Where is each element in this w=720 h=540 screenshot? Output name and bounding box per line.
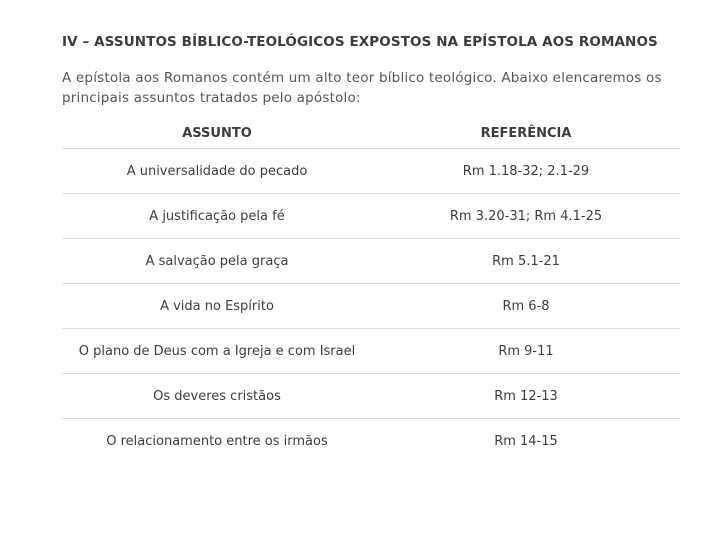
table-row (62, 284, 680, 329)
table-row (62, 239, 680, 284)
intro-paragraph: A epístola aos Romanos contém um alto teor bíblico teológico. Abaixo elencaremos os principais assuntos tratados pelo apóstolo: (62, 70, 662, 106)
table-row (62, 149, 680, 194)
cell-referencia: Rm 9-11 (372, 329, 680, 374)
document-page (62, 34, 680, 463)
table-row (62, 329, 680, 374)
cell-referencia: Rm 12-13 (372, 374, 680, 419)
table-row (62, 194, 680, 239)
table-header-row (62, 118, 680, 149)
cell-assunto: A salvação pela graça (62, 239, 372, 284)
cell-referencia: Rm 5.1-21 (372, 239, 680, 284)
table-row (62, 419, 680, 464)
cell-assunto: A vida no Espírito (62, 284, 372, 329)
cell-referencia: Rm 14-15 (494, 433, 558, 449)
cell-assunto: O relacionamento entre os irmãos (106, 433, 328, 449)
subjects-table (62, 118, 680, 463)
table-row (62, 374, 680, 419)
cell-assunto: A universalidade do pecado (62, 149, 372, 194)
cell-assunto: Os deveres cristãos (62, 374, 372, 419)
cell-referencia: Rm 6-8 (372, 284, 680, 329)
cell-assunto: O plano de Deus com a Igreja e com Israel (62, 329, 372, 374)
cell-assunto: A justificação pela fé (62, 194, 372, 239)
cell-referencia: Rm 1.18-32; 2.1-29 (372, 149, 680, 194)
header-referencia: REFERÊNCIA (372, 118, 680, 149)
section-heading: IV – ASSUNTOS BÍBLICO-TEOLÓGICOS EXPOSTOS NA EPÍSTOLA AOS ROMANOS (62, 34, 658, 50)
header-assunto: ASSUNTO (62, 118, 372, 149)
cell-referencia: Rm 3.20-31; Rm 4.1-25 (372, 194, 680, 239)
